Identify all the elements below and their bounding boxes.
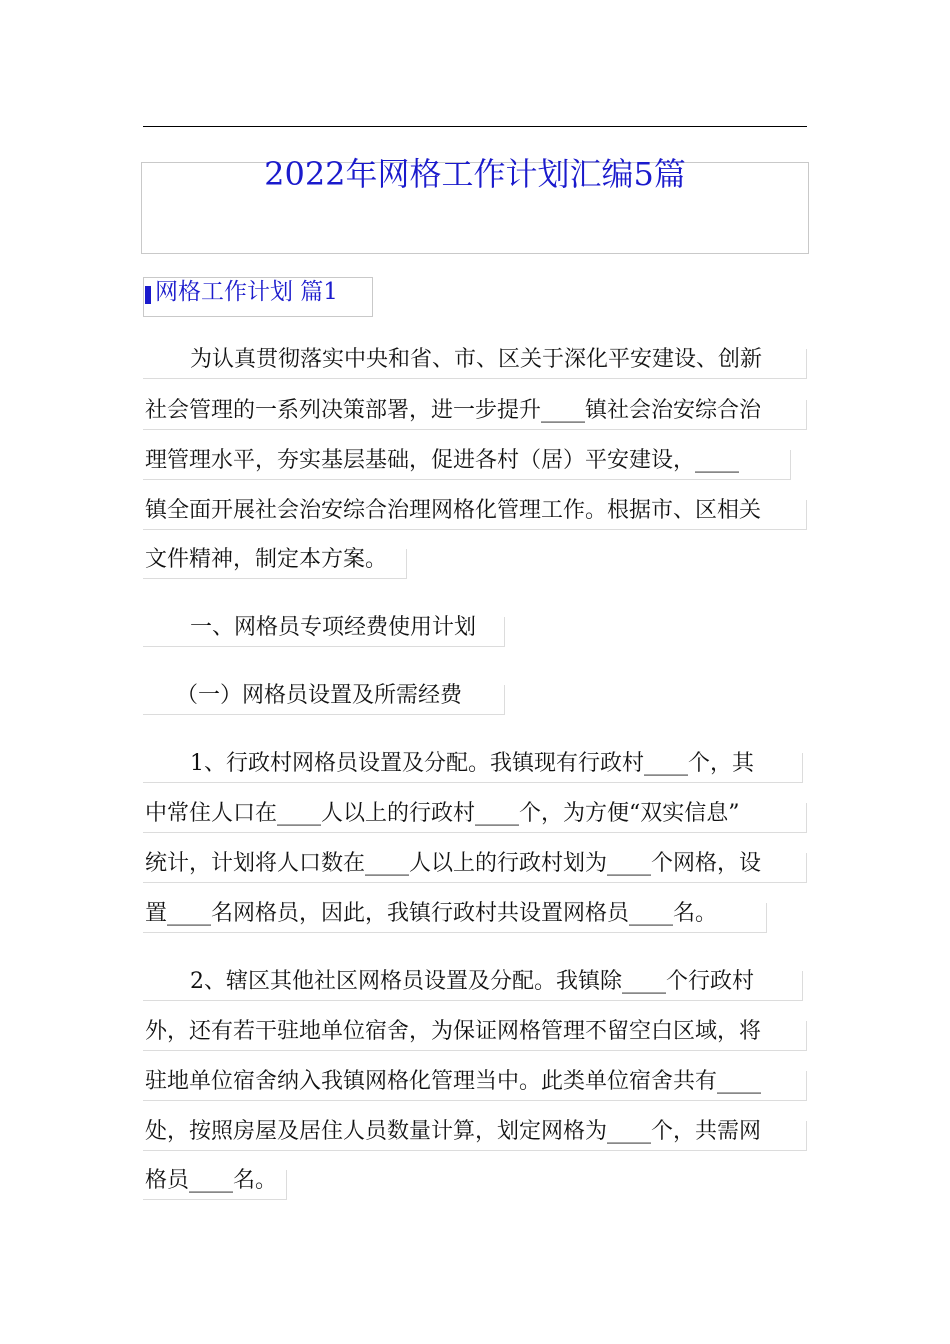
document-title: 2022年网格工作计划汇编5篇 (264, 155, 686, 193)
paragraph-line: 中常住人口在____人以上的行政村____个，为方便“双实信息” (145, 801, 740, 826)
paragraph-line: 镇全面开展社会治安综合治理网格化管理工作。根据市、区相关 (145, 498, 762, 523)
paragraph-line: 统计，计划将人口数在____人以上的行政村划为____个网格，设 (145, 851, 762, 876)
paragraph-line: 格员____名。 (145, 1168, 278, 1193)
paragraph-line: 处，按照房屋及居住人员数量计算，划定网格为____个，共需网 (145, 1119, 762, 1144)
paragraph-line: 驻地单位宿舍纳入我镇网格化管理当中。此类单位宿舍共有____ (145, 1069, 762, 1094)
paragraph-line: 2、辖区其他社区网格员设置及分配。我镇除____个行政村 (190, 969, 754, 994)
section-heading: 网格工作计划 篇1 (155, 279, 338, 305)
section-subheading: 一、网格员专项经费使用计划 (190, 615, 477, 640)
paragraph-line: 1、行政村网格员设置及分配。我镇现有行政村____个，其 (190, 751, 754, 776)
heading-marker (145, 286, 151, 304)
paragraph-line: 社会管理的一系列决策部署，进一步提升____镇社会治安综合治 (145, 398, 762, 423)
header-rule (143, 126, 807, 127)
section-subheading: （一）网格员设置及所需经费 (176, 683, 463, 708)
paragraph-line: 外，还有若干驻地单位宿舍，为保证网格管理不留空白区域，将 (145, 1019, 762, 1044)
paragraph-line: 置____名网格员，因此，我镇行政村共设置网格员____名。 (145, 901, 718, 926)
paragraph-line: 文件精神，制定本方案。 (145, 547, 388, 572)
paragraph-line: 理管理水平，夯实基层基础，促进各村（居）平安建设，____ (145, 448, 740, 473)
paragraph-line: 为认真贯彻落实中央和省、市、区关于深化平安建设、创新 (190, 347, 763, 372)
